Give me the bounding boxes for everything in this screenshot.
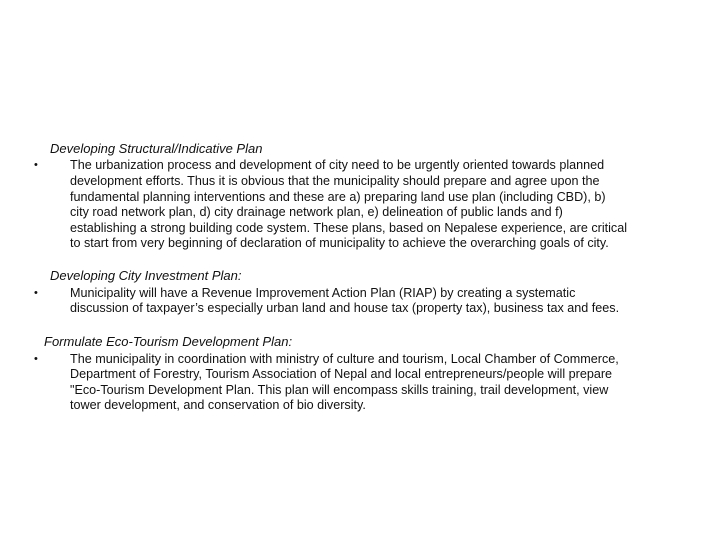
section-heading: Developing City Investment Plan: xyxy=(50,268,242,283)
section-heading: Formulate Eco-Tourism Development Plan: xyxy=(44,334,293,349)
paragraph-line: to start from very beginning of declaration of municipality to achieve the overarching goals of city. xyxy=(70,236,609,250)
bullet-icon: • xyxy=(34,287,38,299)
bullet-icon: • xyxy=(34,159,38,171)
bullet-icon: • xyxy=(34,353,38,365)
paragraph-line: The urbanization process and development of city need to be urgently oriented towards planned xyxy=(70,158,605,172)
section-heading: Developing Structural/Indicative Plan xyxy=(50,141,263,156)
paragraph-line: fundamental planning interventions and these are a) preparing land use plan (including CBD), b) xyxy=(70,190,606,204)
paragraph-line: The municipality in coordination with ministry of culture and tourism, Local Chamber of Commerce, xyxy=(70,352,619,366)
paragraph-line: development efforts. Thus it is obvious that the municipality should prepare and agree upon the xyxy=(70,174,600,188)
paragraph-line: tower development, and conservation of bio diversity. xyxy=(70,398,366,412)
paragraph-line: establishing a strong building code system. These plans, based on Nepalese experience, are critical xyxy=(70,221,628,235)
paragraph-line: city road network plan, d) city drainage network plan, e) delineation of public lands and f) xyxy=(70,205,563,219)
paragraph-line: "Eco-Tourism Development Plan. This plan will encompass skills training, trail development, view xyxy=(70,383,609,397)
paragraph-line: Department of Forestry, Tourism Association of Nepal and local entrepreneurs/people will prepare xyxy=(70,367,613,381)
paragraph-line: Municipality will have a Revenue Improvement Action Plan (RIAP) by creating a systematic xyxy=(70,286,576,300)
paragraph-line: discussion of taxpayer’s especially urban land and house tax (property tax), business tax and fees. xyxy=(70,301,620,315)
